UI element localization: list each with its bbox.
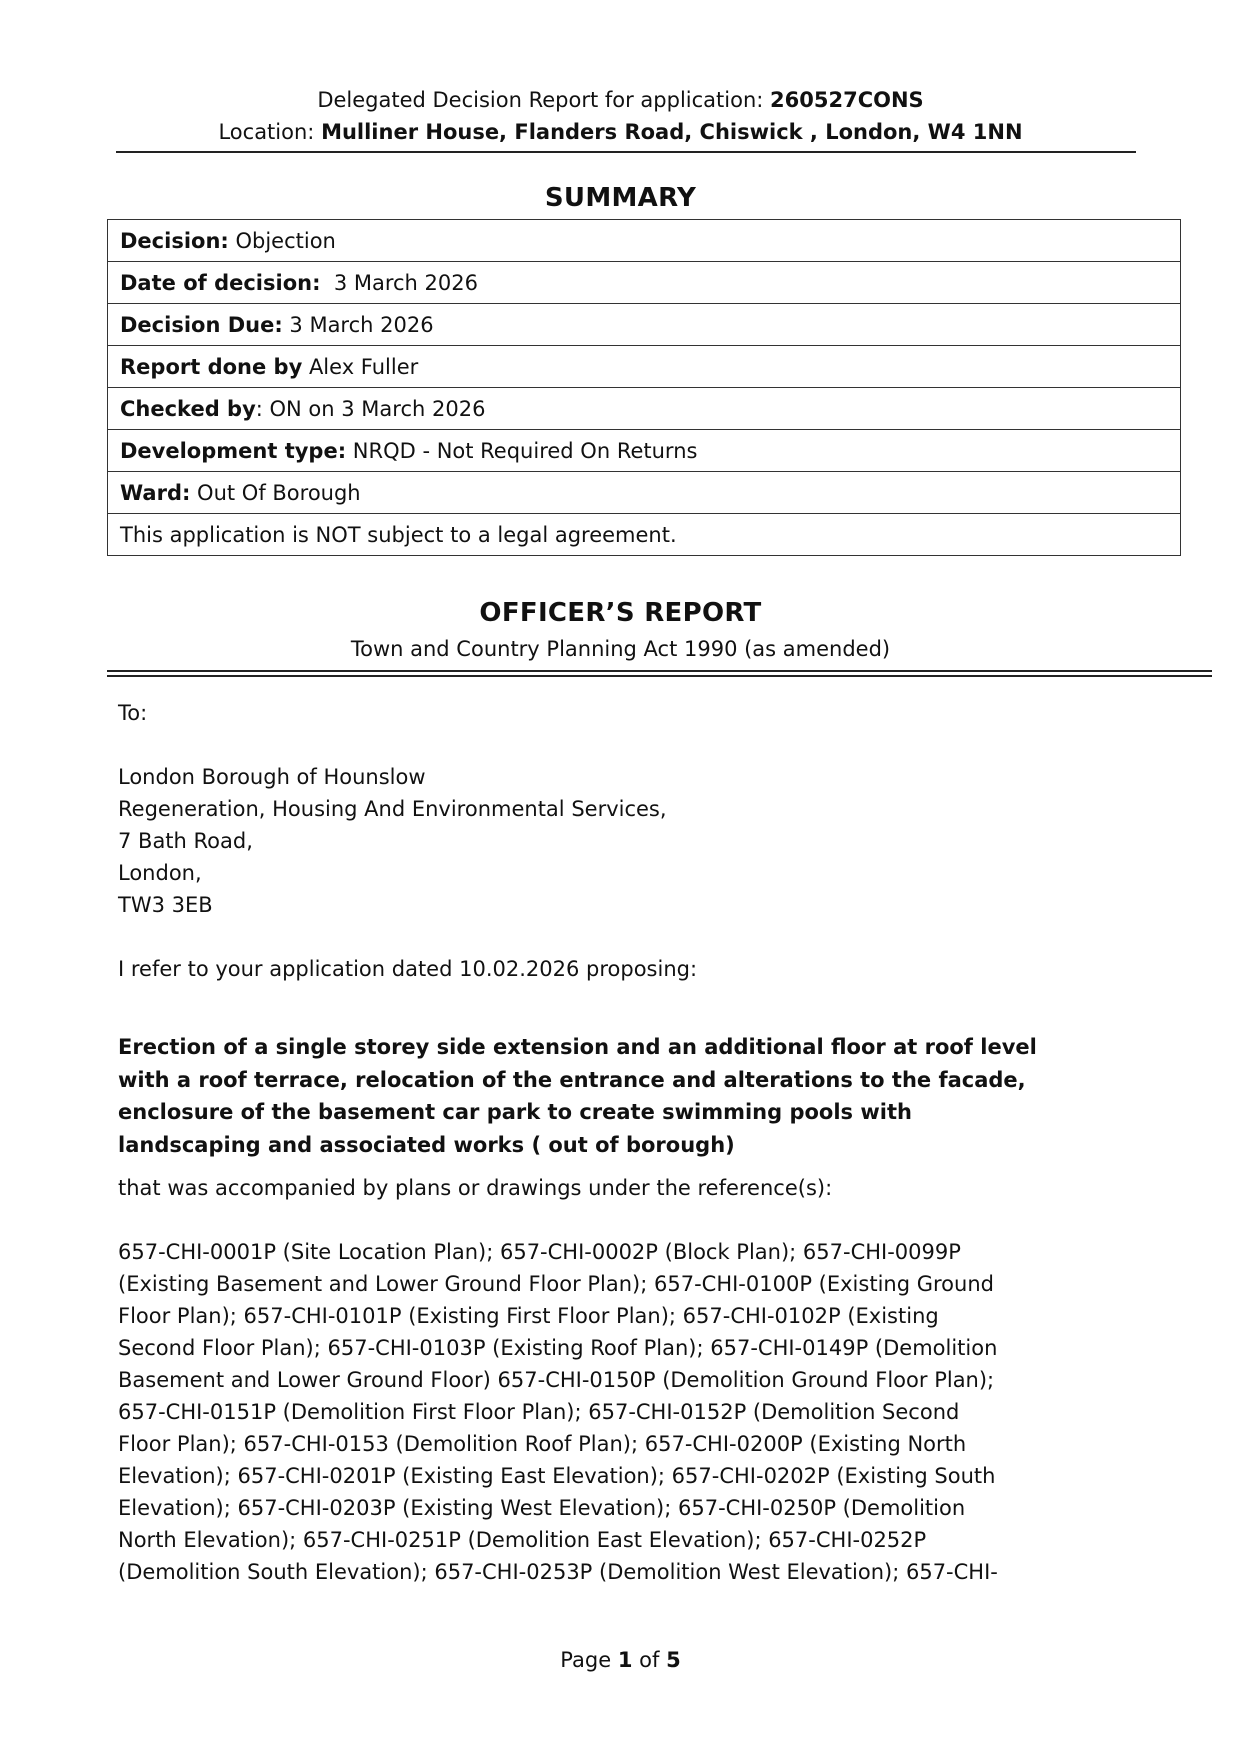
row-label: Checked by (120, 396, 256, 421)
to-label: To: (118, 701, 148, 725)
summary-row-decision-due (108, 304, 1181, 346)
plan-reference-line: Elevation); 657-CHI-0201P (Existing East Elevation); 657-CHI-0202P (Existing South (118, 1464, 996, 1488)
proposal-line: enclosure of the basement car park to create swimming pools with (118, 1100, 912, 1124)
double-rule-top (107, 670, 1212, 672)
row-value: NRQD - Not Required On Returns (346, 438, 698, 463)
location-label: Location: (218, 120, 315, 144)
summary-row-legal-agreement (108, 514, 1181, 556)
page-label: Page (560, 1648, 612, 1672)
address-line: London Borough of Hounslow (118, 765, 426, 789)
plan-reference-line: Elevation); 657-CHI-0203P (Existing West Elevation); 657-CHI-0250P (Demolition (118, 1496, 966, 1520)
row-value: 3 March 2026 (320, 270, 478, 295)
plan-reference-line: (Demolition South Elevation); 657-CHI-0253P (Demolition West Elevation); 657-CHI- (118, 1560, 998, 1584)
plan-reference-line: 657-CHI-0151P (Demolition First Floor Plan); 657-CHI-0152P (Demolition Second (118, 1400, 960, 1424)
plan-reference-line: (Existing Basement and Lower Ground Floor Plan); 657-CHI-0100P (Existing Ground (118, 1272, 994, 1296)
row-label: Decision: (120, 228, 229, 253)
plan-references (118, 1236, 1188, 1588)
report-location-line (0, 116, 1241, 148)
report-application-line (0, 84, 1241, 116)
summary-row-decision (108, 220, 1181, 262)
proposal-line: with a roof terrace, relocation of the entrance and alterations to the facade, (118, 1067, 1026, 1092)
location-value: Mulliner House, Flanders Road, Chiswick , London, W4 1NN (321, 120, 1023, 144)
page-number (0, 1648, 1241, 1672)
summary-table (107, 219, 1181, 556)
summary-row-development-type (108, 430, 1181, 472)
row-label: Ward: (120, 480, 191, 505)
header-divider (116, 151, 1136, 153)
application-label: Delegated Decision Report for application: (317, 88, 764, 112)
current-page: 1 (617, 1648, 633, 1672)
address-line: Regeneration, Housing And Environmental Services, (118, 797, 667, 821)
proposal-line: Erection of a single storey side extension and an additional floor at roof level (118, 1035, 1037, 1059)
row-label: Date of decision: (120, 270, 321, 295)
row-label: Decision Due: (120, 312, 283, 337)
plan-reference-line: Second Floor Plan); 657-CHI-0103P (Existing Roof Plan); 657-CHI-0149P (Demolition (118, 1336, 998, 1360)
plans-intro: that was accompanied by plans or drawings under the reference(s): (118, 1176, 833, 1200)
summary-row-checked-by (108, 388, 1181, 430)
summary-row-report-done-by (108, 346, 1181, 388)
application-number: 260527CONS (770, 88, 924, 112)
officers-report-title: OFFICER’S REPORT (479, 598, 762, 628)
double-rule-bottom (107, 675, 1212, 677)
row-value: Alex Fuller (302, 354, 419, 379)
row-value: 3 March 2026 (282, 312, 434, 337)
address-line: 7 Bath Road, (118, 829, 253, 853)
row-value: Out Of Borough (190, 480, 361, 505)
recipient-address (118, 761, 1128, 921)
address-line: London, (118, 861, 202, 885)
application-intro: I refer to your application dated 10.02.2026 proposing: (118, 957, 698, 981)
plan-reference-line: Floor Plan); 657-CHI-0101P (Existing First Floor Plan); 657-CHI-0102P (Existing (118, 1304, 939, 1328)
summary-title: SUMMARY (544, 183, 697, 213)
address-line: TW3 3EB (118, 893, 213, 917)
row-label: Development type: (120, 438, 347, 463)
summary-row-date-of-decision (108, 262, 1181, 304)
plan-reference-line: Basement and Lower Ground Floor) 657-CHI-0150P (Demolition Ground Floor Plan); (118, 1368, 995, 1392)
row-label: Report done by (120, 354, 303, 379)
plan-reference-line: North Elevation); 657-CHI-0251P (Demolition East Elevation); 657-CHI-0252P (118, 1528, 927, 1552)
plan-reference-line: 657-CHI-0001P (Site Location Plan); 657-CHI-0002P (Block Plan); 657-CHI-0099P (118, 1240, 961, 1264)
summary-row-ward (108, 472, 1181, 514)
officers-report-subtitle: Town and Country Planning Act 1990 (as amended) (350, 637, 891, 661)
proposal-line: landscaping and associated works ( out of borough) (118, 1132, 735, 1157)
row-value: : ON on 3 March 2026 (255, 396, 486, 421)
row-value: Objection (228, 228, 336, 253)
proposal-description (118, 1031, 1178, 1161)
of-label: of (639, 1648, 660, 1672)
plan-reference-line: Floor Plan); 657-CHI-0153 (Demolition Roof Plan); 657-CHI-0200P (Existing North (118, 1432, 967, 1456)
total-pages: 5 (666, 1648, 681, 1672)
row-value: This application is NOT subject to a legal agreement. (120, 522, 677, 547)
